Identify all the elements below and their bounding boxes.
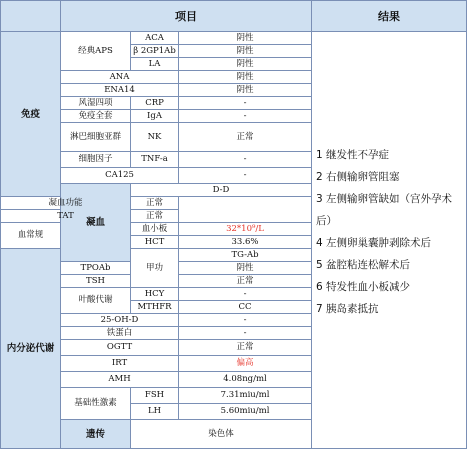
result-value: 4.08ng/ml bbox=[179, 372, 312, 388]
diagnosis-item: 4 左侧卵巢囊肿剥除术后 bbox=[316, 237, 432, 249]
result-value: 阴性 bbox=[179, 84, 312, 97]
result-value: - bbox=[179, 110, 312, 123]
result-value: 阴性 bbox=[179, 58, 312, 71]
result-value: CC bbox=[179, 301, 312, 314]
sub-item: HCT bbox=[131, 236, 179, 249]
category-endo: 内分泌代谢 bbox=[1, 249, 61, 449]
result-value-alert: 32*10⁹/L bbox=[179, 223, 312, 236]
item-label: 甲功 bbox=[131, 249, 179, 288]
sub-item: TNF-a bbox=[131, 152, 179, 168]
sub-item: LA bbox=[131, 58, 179, 71]
result-value: - bbox=[179, 152, 312, 168]
item-label: 血常规 bbox=[1, 223, 61, 249]
diagnosis-item: 7 胰岛素抵抗 bbox=[316, 303, 379, 315]
result-value: 33.6% bbox=[179, 236, 312, 249]
sub-item: FSH bbox=[131, 388, 179, 404]
item-label: 叶酸代谢 bbox=[61, 288, 131, 314]
item-label: IRT bbox=[61, 356, 179, 372]
diagnosis-item: 1 继发性不孕症 bbox=[316, 149, 390, 161]
item-label: 细胞因子 bbox=[61, 152, 131, 168]
diagnosis-item: 3 左侧输卵管缺如（宫外孕术后） bbox=[316, 193, 453, 227]
item-label: 风湿四项 bbox=[61, 97, 131, 110]
item-label: D-D bbox=[131, 184, 312, 197]
category-immune: 免疫 bbox=[1, 32, 61, 197]
diagnosis-list bbox=[316, 32, 462, 320]
sub-item: TG-Ab bbox=[179, 249, 312, 262]
sub-item: β 2GP1Ab bbox=[131, 45, 179, 58]
category-coag: 凝血 bbox=[61, 184, 131, 262]
item-label: 淋巴细胞亚群 bbox=[61, 123, 131, 152]
item-label: 凝血功能 bbox=[1, 197, 131, 210]
item-label: AMH bbox=[61, 372, 179, 388]
result-value: 阴性 bbox=[179, 45, 312, 58]
result-value: 5.60miu/ml bbox=[179, 404, 312, 420]
result-value: 7.31miu/ml bbox=[179, 388, 312, 404]
item-label: CA125 bbox=[61, 168, 179, 184]
result-value: 阴性 bbox=[179, 71, 312, 84]
sub-item: LH bbox=[131, 404, 179, 420]
result-value: 阴性 bbox=[179, 32, 312, 45]
item-label: 25-OH-D bbox=[61, 314, 179, 327]
header-category bbox=[1, 1, 61, 32]
sub-item: 血小板 bbox=[131, 223, 179, 236]
result-value: - bbox=[179, 314, 312, 327]
result-value: 正常 bbox=[131, 197, 179, 210]
result-value: 正常 bbox=[131, 210, 179, 223]
header-item: 项目 bbox=[61, 1, 312, 32]
diagnosis-cell bbox=[312, 32, 467, 449]
result-value: - bbox=[179, 168, 312, 184]
sub-item: NK bbox=[131, 123, 179, 152]
header-result: 结果 bbox=[312, 1, 467, 32]
item-label: 基础性激素 bbox=[61, 388, 131, 420]
sub-item: CRP bbox=[131, 97, 179, 110]
sub-item: ACA bbox=[131, 32, 179, 45]
sub-item: IgA bbox=[131, 110, 179, 123]
diagnosis-item: 6 特发性血小板减少 bbox=[316, 281, 411, 293]
header-row bbox=[1, 1, 467, 32]
diagnosis-item: 5 盆腔粘连松解术后 bbox=[316, 259, 411, 271]
result-value-alert: 偏高 bbox=[179, 356, 312, 372]
item-label: ENA14 bbox=[61, 84, 179, 97]
item-label: 染色体 bbox=[131, 420, 312, 449]
sub-item: TPOAb bbox=[61, 262, 131, 275]
item-label: ANA bbox=[61, 71, 179, 84]
item-label: 铁蛋白 bbox=[61, 327, 179, 340]
result-value: - bbox=[179, 288, 312, 301]
sub-item: MTHFR bbox=[131, 301, 179, 314]
item-label: OGTT bbox=[61, 340, 179, 356]
diagnosis-item: 2 右侧输卵管阻塞 bbox=[316, 171, 400, 183]
result-value: 正常 bbox=[179, 340, 312, 356]
result-value: 阴性 bbox=[179, 262, 312, 275]
item-label: TAT bbox=[1, 210, 131, 223]
category-genetic: 遗传 bbox=[61, 420, 131, 449]
sub-item: TSH bbox=[61, 275, 131, 288]
item-label: 免疫全套 bbox=[61, 110, 131, 123]
result-value: 正常 bbox=[179, 123, 312, 152]
result-value: - bbox=[179, 327, 312, 340]
result-value: 正常 bbox=[179, 275, 312, 288]
item-label: 经典APS bbox=[61, 32, 131, 71]
result-value: - bbox=[179, 97, 312, 110]
sub-item: HCY bbox=[131, 288, 179, 301]
